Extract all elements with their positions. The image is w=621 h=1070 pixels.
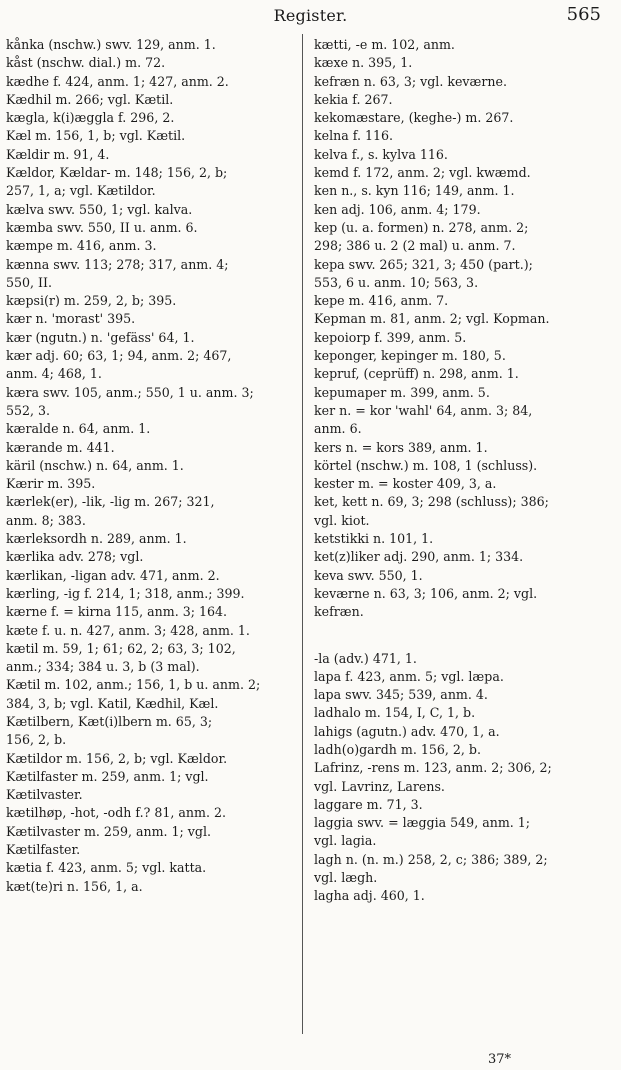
index-entry-line: kæmba swv. 550, II u. anm. 6. (6, 219, 198, 235)
running-title: Register. (273, 6, 348, 25)
index-entry-line: Kældor, Kældar- m. 148; 156, 2, b; (6, 165, 228, 181)
index-entry-line: ladh(o)gardh m. 156, 2, b. (314, 741, 481, 757)
index-entry-line: keværne n. 63, 3; 106, anm. 2; vgl. (314, 585, 538, 601)
index-entry-line: ken n., s. kyn 116; 149, anm. 1. (314, 183, 515, 199)
index-entry-line: anm.; 334; 384 u. 3, b (3 mal). (6, 659, 200, 675)
index-entry-line: kæra swv. 105, anm.; 550, 1 u. anm. 3; (6, 384, 254, 400)
index-entry-line: lagh n. (n. m.) 258, 2, c; 386; 389, 2; (314, 851, 548, 867)
index-entry-line: Kætilbern, Kæt(i)lbern m. 65, 3; (6, 713, 213, 729)
index-entry-line: kepe m. 416, anm. 7. (314, 293, 449, 309)
index-entry-line: kånka (nschw.) swv. 129, anm. 1. (6, 37, 216, 52)
index-entry-line: Kædhil m. 266; vgl. Kætil. (6, 91, 174, 107)
index-entry-line: kefræn. (314, 604, 364, 620)
index-entry-line: kæmpe m. 416, anm. 3. (6, 238, 157, 254)
index-entry-line: kærlikan, -ligan adv. 471, anm. 2. (6, 567, 220, 583)
index-entry-line: kæxe n. 395, 1. (314, 55, 413, 71)
index-entry-line: kægla, k(i)æggla f. 296, 2. (6, 110, 175, 126)
signature-mark: 37* (487, 1052, 511, 1067)
index-entry-line: kester m. = koster 409, 3, a. (314, 476, 497, 492)
index-entry-line: kædhe f. 424, anm. 1; 427, anm. 2. (6, 73, 229, 89)
index-entry-line: kær (ngutn.) n. 'gefäss' 64, 1. (6, 329, 195, 345)
index-entry-line: kænna swv. 113; 278; 317, anm. 4; (6, 256, 229, 272)
index-entry-line: anm. 6. (314, 421, 362, 437)
index-entry-line: 552, 3. (6, 402, 51, 418)
index-entry-line: kæte f. u. n. 427, anm. 3; 428, anm. 1. (6, 622, 250, 638)
index-entry-line: kætia f. 423, anm. 5; vgl. katta. (6, 860, 207, 876)
index-entry-line: kefræn n. 63, 3; vgl. keværne. (314, 73, 507, 89)
index-entry-line: kætti, -e m. 102, anm. (314, 37, 455, 52)
index-entry-line: kemd f. 172, anm. 2; vgl. kwæmd. (314, 165, 531, 181)
index-entry-line: kæralde n. 64, anm. 1. (6, 421, 151, 437)
index-entry-line: Lafrinz, -rens m. 123, anm. 2; 306, 2; (314, 760, 552, 776)
index-entry-line: keva swv. 550, 1. (314, 567, 423, 583)
index-entry-line: ket, kett n. 69, 3; 298 (schluss); 386; (314, 494, 549, 510)
index-entry-line: kætil m. 59, 1; 61; 62, 2; 63, 3; 102, (6, 640, 236, 656)
index-entry-line: kær adj. 60; 63, 1; 94, anm. 2; 467, (6, 348, 232, 364)
index-entry-line: lapa f. 423, anm. 5; vgl. læpa. (314, 668, 504, 684)
index-entry-line: kåst (nschw. dial.) m. 72. (6, 55, 166, 71)
index-entry-line: vgl. kiot. (314, 512, 370, 528)
index-entry-line: kelva f., s. kylva 116. (314, 146, 448, 162)
index-entry-line: kekomæstare, (keghe-) m. 267. (314, 110, 514, 126)
index-entry-line: kærande m. 441. (6, 439, 115, 455)
index-entry-line: vgl. lagia. (314, 833, 377, 849)
right-column (314, 36, 614, 906)
index-entry-line: ket(z)liker adj. 290, anm. 1; 334. (314, 549, 524, 565)
index-entry-line: vgl. Lavrinz, Larens. (314, 778, 445, 794)
index-entry-line: kær n. 'morast' 395. (6, 311, 136, 327)
index-entry-line: kelna f. 116. (314, 128, 393, 144)
column-divider (302, 34, 303, 1034)
index-entry-line: kæpsi(r) m. 259, 2, b; 395. (6, 293, 177, 309)
index-entry-line: anm. 8; 383. (6, 512, 86, 528)
index-entry-line: kep (u. a. formen) n. 278, anm. 2; (314, 219, 529, 235)
index-entry-line: ker n. = kor 'wahl' 64, anm. 3; 84, (314, 402, 533, 418)
index-entry-line: Kældir m. 91, 4. (6, 146, 110, 162)
index-entry-line: Kepman m. 81, anm. 2; vgl. Kopman. (314, 311, 550, 327)
index-entry-line: Kætil m. 102, anm.; 156, 1, b u. anm. 2; (6, 677, 261, 693)
index-entry-line: Kærir m. 395. (6, 476, 96, 492)
index-entry-line: lahigs (agutn.) adv. 470, 1, a. (314, 723, 500, 739)
page-header (0, 4, 621, 30)
index-entry-line: lapa swv. 345; 539, anm. 4. (314, 687, 488, 703)
index-entry-line: kælva swv. 550, 1; vgl. kalva. (6, 201, 193, 217)
index-entry-line: 553, 6 u. anm. 10; 563, 3. (314, 274, 479, 290)
index-entry-line: ladhalo m. 154, I, C, 1, b. (314, 705, 476, 721)
index-entry-line: vgl. lægh. (314, 870, 378, 886)
index-entry-line: kærling, -ig f. 214, 1; 318, anm.; 399. (6, 585, 245, 601)
index-entry-line: körtel (nschw.) m. 108, 1 (schluss). (314, 457, 538, 473)
index-entry-line: Kætilvaster m. 259, anm. 1; vgl. (6, 823, 212, 839)
index-entry-line: kepa swv. 265; 321, 3; 450 (part.); (314, 256, 533, 272)
index-entry-line: anm. 4; 468, 1. (6, 366, 102, 382)
index-entry-line: Kætildor m. 156, 2, b; vgl. Kældor. (6, 750, 228, 766)
left-column (6, 36, 298, 896)
index-entry-line (314, 622, 614, 650)
index-entry-line: 550, II. (6, 274, 52, 290)
index-entry-line: Kætilvaster. (6, 787, 83, 803)
index-entry-line: laggare m. 71, 3. (314, 796, 423, 812)
index-entry-line: ken adj. 106, anm. 4; 179. (314, 201, 481, 217)
index-entry-line: kærleksordh n. 289, anm. 1. (6, 531, 187, 547)
index-entry-line: kærlek(er), -lik, -lig m. 267; 321, (6, 494, 215, 510)
index-entry-line: kekia f. 267. (314, 91, 393, 107)
index-entry-line: kæt(te)ri n. 156, 1, a. (6, 878, 143, 894)
index-entry-line: käril (nschw.) n. 64, anm. 1. (6, 457, 184, 473)
index-entry-line: Kætilfaster. (6, 842, 81, 858)
index-entry-line: lagha adj. 460, 1. (314, 888, 425, 904)
index-entry-line: kætilhøp, -hot, -odh f.? 81, anm. 2. (6, 805, 226, 821)
index-entry-line: kepruf, (ceprüff) n. 298, anm. 1. (314, 366, 519, 382)
index-entry-line: kepumaper m. 399, anm. 5. (314, 384, 490, 400)
index-entry-line: Kætilfaster m. 259, anm. 1; vgl. (6, 768, 209, 784)
index-entry-line: -la (adv.) 471, 1. (314, 650, 417, 666)
index-entry-line: laggia swv. = læggia 549, anm. 1; (314, 815, 531, 831)
index-entry-line: kepoiorp f. 399, anm. 5. (314, 329, 467, 345)
index-entry-line: keponger, kepinger m. 180, 5. (314, 348, 506, 364)
page-number: 565 (566, 4, 601, 25)
index-entry-line: kærlika adv. 278; vgl. (6, 549, 144, 565)
index-entry-line: 257, 1, a; vgl. Kætildor. (6, 183, 156, 199)
index-entry-line: kers n. = kors 389, anm. 1. (314, 439, 488, 455)
index-entry-line: kærne f. = kirna 115, anm. 3; 164. (6, 604, 228, 620)
index-entry-line: 298; 386 u. 2 (2 mal) u. anm. 7. (314, 238, 516, 254)
index-entry-line: 384, 3, b; vgl. Katil, Kædhil, Kæl. (6, 695, 219, 711)
index-entry-line: 156, 2, b. (6, 732, 67, 748)
index-entry-line: Kæl m. 156, 1, b; vgl. Kætil. (6, 128, 186, 144)
index-entry-line: ketstikki n. 101, 1. (314, 531, 434, 547)
